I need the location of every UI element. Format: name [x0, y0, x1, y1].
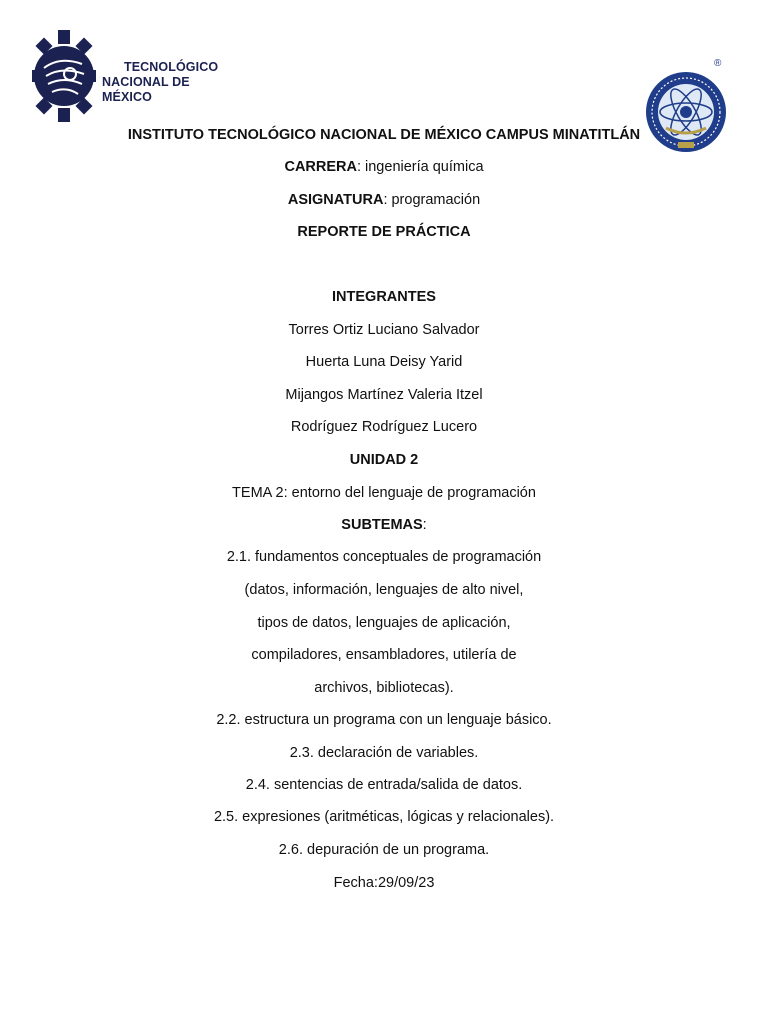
member-name: Mijangos Martínez Valeria Itzel [285, 387, 483, 403]
subtopic-line: 2.1. fundamentos conceptuales de programación [226, 549, 542, 565]
brand-line-2: NACIONAL DE MÉXICO [102, 75, 190, 104]
registered-mark: ® [714, 58, 722, 69]
member-name: Huerta Luna Deisy Yarid [305, 354, 463, 370]
subtopic-line: 2.5. expresiones (aritméticas, lógicas y relacionales). [213, 809, 555, 825]
subtopics-colon: : [422, 517, 427, 533]
asignatura-label: ASIGNATURA [287, 192, 384, 208]
unit-heading: UNIDAD 2 [349, 452, 419, 468]
tecnm-logo [30, 26, 230, 126]
members-heading: INTEGRANTES [332, 289, 436, 305]
subtopics-label: SUBTEMAS [341, 517, 423, 533]
subtopic-line: compiladores, ensambladores, utilería de [251, 647, 517, 663]
unit-topic: TEMA 2: entorno del lenguaje de programación [232, 485, 536, 501]
subtopic-line: 2.2. estructura un programa con un lenguaje básico. [216, 712, 552, 728]
subtopic-line: archivos, bibliotecas). [314, 680, 454, 696]
subtopics-heading [0, 516, 768, 534]
brand-line-1: TECNOLÓGICO [124, 60, 219, 74]
carrera-line [0, 158, 768, 176]
report-title: REPORTE DE PRÁCTICA [297, 224, 471, 240]
asignatura-value: : programación [383, 192, 481, 208]
subtopic-line: (datos, información, lenguajes de alto nivel, [244, 582, 524, 598]
report-date: Fecha:29/09/23 [333, 875, 435, 891]
tecnm-wordmark [102, 60, 230, 105]
carrera-label: CARRERA [284, 159, 357, 175]
asignatura-line [0, 191, 768, 209]
tecnm-gear-icon [30, 26, 102, 126]
subtopic-line: 2.6. depuración de un programa. [278, 842, 490, 858]
subtopic-line: tipos de datos, lenguajes de aplicación, [257, 615, 511, 631]
subtopic-line: 2.4. sentencias de entrada/salida de datos. [245, 777, 523, 793]
institute-name: INSTITUTO TECNOLÓGICO NACIONAL DE MÉXICO CAMPUS MINATITLÁN [127, 127, 641, 143]
member-name: Torres Ortiz Luciano Salvador [288, 322, 480, 338]
carrera-value: : ingeniería química [356, 159, 484, 175]
member-name: Rodríguez Rodríguez Lucero [290, 419, 478, 435]
subtopic-line: 2.3. declaración de variables. [289, 745, 479, 761]
